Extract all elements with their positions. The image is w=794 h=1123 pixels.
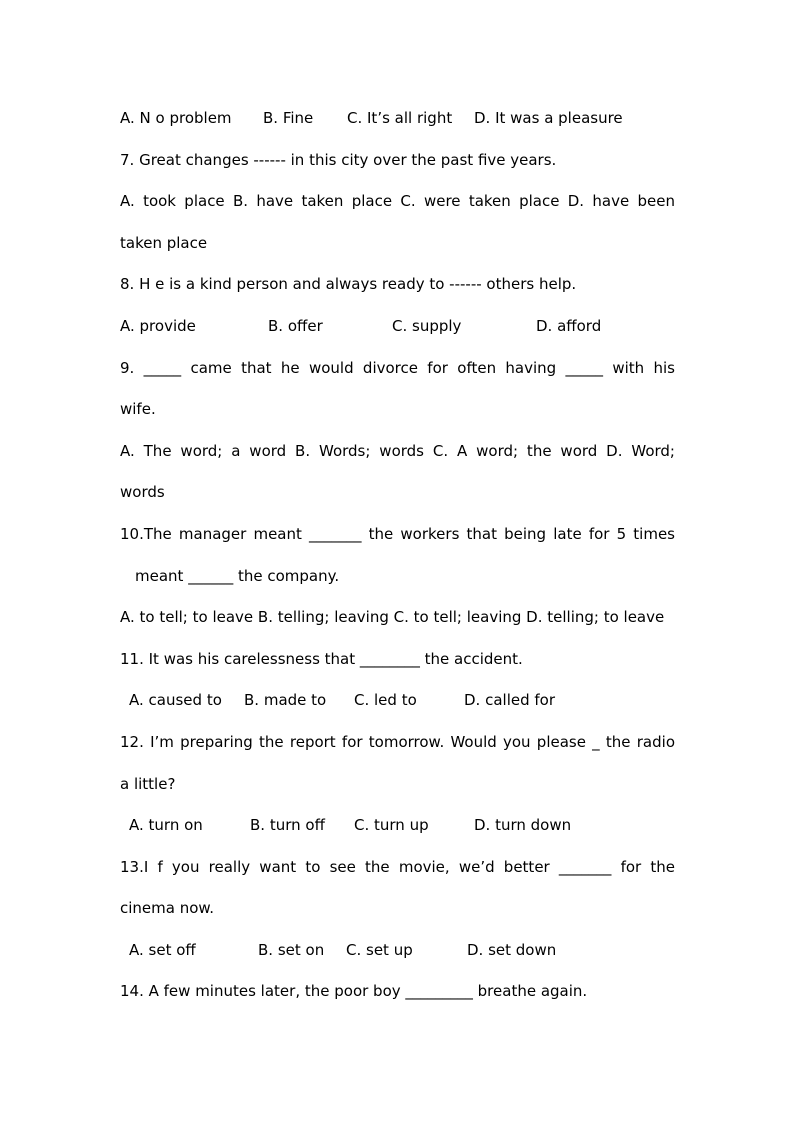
options-line-7-cont: taken place bbox=[120, 233, 208, 252]
question-10: 10.The manager meant _______ the workers that being late for 5 times bbox=[120, 524, 675, 543]
question-10-cont: meant ______ the company. bbox=[135, 566, 340, 585]
option-d: D. called for bbox=[464, 691, 556, 710]
question-13: 13.I f you really want to see the movie, we’d better _______ for the bbox=[120, 857, 675, 876]
option-b: B. offer bbox=[268, 316, 323, 335]
question-7: 7. Great changes ------ in this city over the past five years. bbox=[120, 150, 557, 169]
question-11: 11. It was his carelessness that ________ the accident. bbox=[120, 649, 523, 668]
question-9: 9. _____ came that he would divorce for often having _____ with his bbox=[120, 358, 675, 377]
options-line-10: A. to tell; to leave B. telling; leaving C. to tell; leaving D. telling; to leave bbox=[120, 608, 665, 627]
option-c: C. turn up bbox=[354, 816, 429, 835]
option-a: A. provide bbox=[120, 316, 196, 335]
option-a: A. caused to bbox=[129, 691, 222, 710]
options-line-9: A. The word; a word B. Words; words C. A word; the word D. Word; bbox=[120, 441, 675, 460]
option-b: B. turn off bbox=[250, 816, 325, 835]
option-c: C. set up bbox=[346, 940, 413, 959]
option-c: C. led to bbox=[354, 691, 417, 710]
option-c: C. supply bbox=[392, 316, 462, 335]
question-9-cont: wife. bbox=[120, 400, 156, 419]
options-line-11 bbox=[120, 680, 675, 722]
option-d: D. turn down bbox=[474, 816, 572, 835]
option-b: B. Fine bbox=[263, 109, 314, 127]
option-d: D. set down bbox=[467, 940, 557, 959]
option-b: B. made to bbox=[244, 691, 327, 710]
options-line-7: A. took place B. have taken place C. were taken place D. have been bbox=[120, 192, 675, 211]
option-b: B. set on bbox=[258, 940, 325, 959]
option-a: A. N o problem bbox=[120, 109, 232, 127]
question-12-cont: a little? bbox=[120, 774, 176, 793]
question-13-cont: cinema now. bbox=[120, 899, 215, 918]
question-12: 12. I’m preparing the report for tomorrow. Would you please _ the radio bbox=[120, 732, 675, 751]
option-c: C. It’s all right bbox=[347, 109, 453, 127]
option-a: A. turn on bbox=[129, 816, 203, 835]
options-line-12 bbox=[120, 805, 675, 847]
question-8: 8. H e is a kind person and always ready to ------ others help. bbox=[120, 275, 577, 294]
options-line-6 bbox=[120, 98, 675, 140]
question-14: 14. A few minutes later, the poor boy _________ breathe again. bbox=[120, 982, 588, 1001]
option-a: A. set off bbox=[129, 940, 196, 959]
document-page bbox=[120, 98, 675, 1013]
options-line-13 bbox=[120, 930, 675, 972]
options-line-8 bbox=[120, 306, 675, 348]
option-d: D. It was a pleasure bbox=[474, 109, 623, 127]
options-line-9-cont: words bbox=[120, 483, 165, 502]
option-d: D. afford bbox=[536, 316, 602, 335]
